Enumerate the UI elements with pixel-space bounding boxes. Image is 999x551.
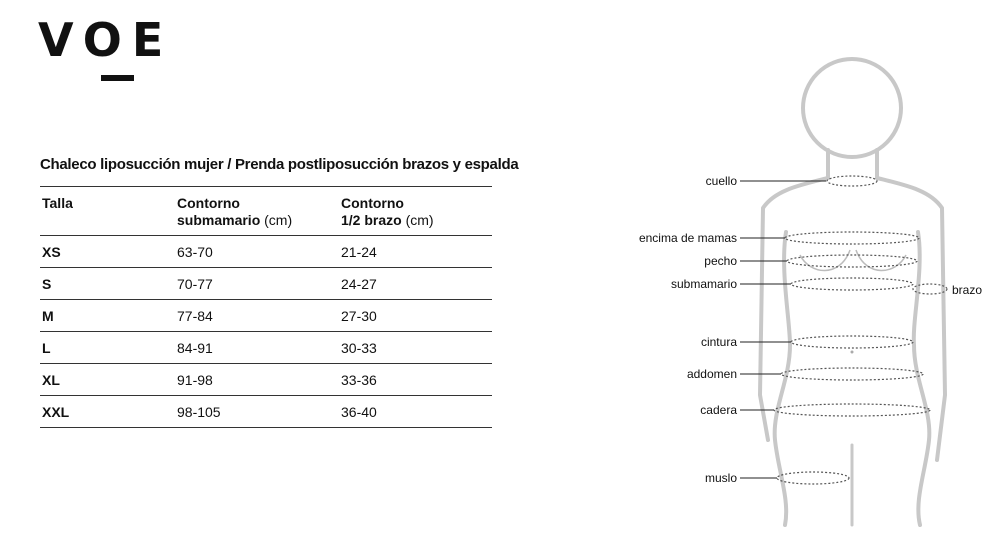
label-cintura: cintura (700, 335, 737, 349)
loop-cintura (791, 336, 913, 348)
loop-submamario (791, 278, 913, 290)
leader-lines (740, 181, 826, 478)
label-abdomen: addomen (686, 367, 737, 381)
cell-size: M (40, 300, 175, 332)
brand-logo: VOE (38, 13, 174, 67)
cell-submamario: 84-91 (175, 332, 339, 364)
cell-submamario: 91-98 (175, 364, 339, 396)
cell-size: S (40, 268, 175, 300)
header-line2: submamario (177, 212, 261, 228)
cell-brazo: 36-40 (339, 396, 492, 428)
label-pecho: pecho (704, 254, 737, 268)
loop-cadera (774, 404, 930, 416)
cell-submamario: 63-70 (175, 236, 339, 268)
header-line1: Contorno (177, 195, 240, 211)
body-outline (760, 59, 945, 525)
loop-abdomen (781, 368, 923, 380)
label-submamario: submamario (670, 277, 737, 291)
label-muslo: muslo (704, 471, 737, 485)
right-arm-outer (877, 178, 945, 460)
loop-encima-mamas (785, 232, 919, 244)
left-arm-outer (760, 178, 828, 440)
header-unit: (cm) (405, 212, 434, 228)
cell-size: L (40, 332, 175, 364)
cell-brazo: 24-27 (339, 268, 492, 300)
head-outline (803, 59, 901, 157)
cell-submamario: 70-77 (175, 268, 339, 300)
table-title: Chaleco liposucción mujer / Prenda postliposucción brazos y espalda (40, 156, 519, 173)
header-line1: Contorno (341, 195, 404, 211)
cell-size: XXL (40, 396, 175, 428)
cell-brazo: 27-30 (339, 300, 492, 332)
label-brazo: brazo (952, 283, 983, 297)
navel (851, 351, 854, 354)
cell-brazo: 21-24 (339, 236, 492, 268)
cell-brazo: 33-36 (339, 364, 492, 396)
loop-muslo (777, 472, 849, 484)
header-unit: (cm) (264, 212, 293, 228)
measure-loops (774, 176, 947, 484)
loop-pecho (787, 255, 917, 267)
label-encima-mamas: encima de mamas (638, 231, 737, 245)
label-cadera: cadera (700, 403, 737, 417)
right-torso (914, 232, 930, 525)
cell-submamario: 98-105 (175, 396, 339, 428)
cell-submamario: 77-84 (175, 300, 339, 332)
label-cuello: cuello (705, 174, 737, 188)
header-line2: 1/2 brazo (341, 212, 402, 228)
header-talla-label: Talla (42, 195, 73, 211)
loop-cuello (827, 176, 877, 186)
cell-size: XL (40, 364, 175, 396)
cell-brazo: 30-33 (339, 332, 492, 364)
cell-size: XS (40, 236, 175, 268)
